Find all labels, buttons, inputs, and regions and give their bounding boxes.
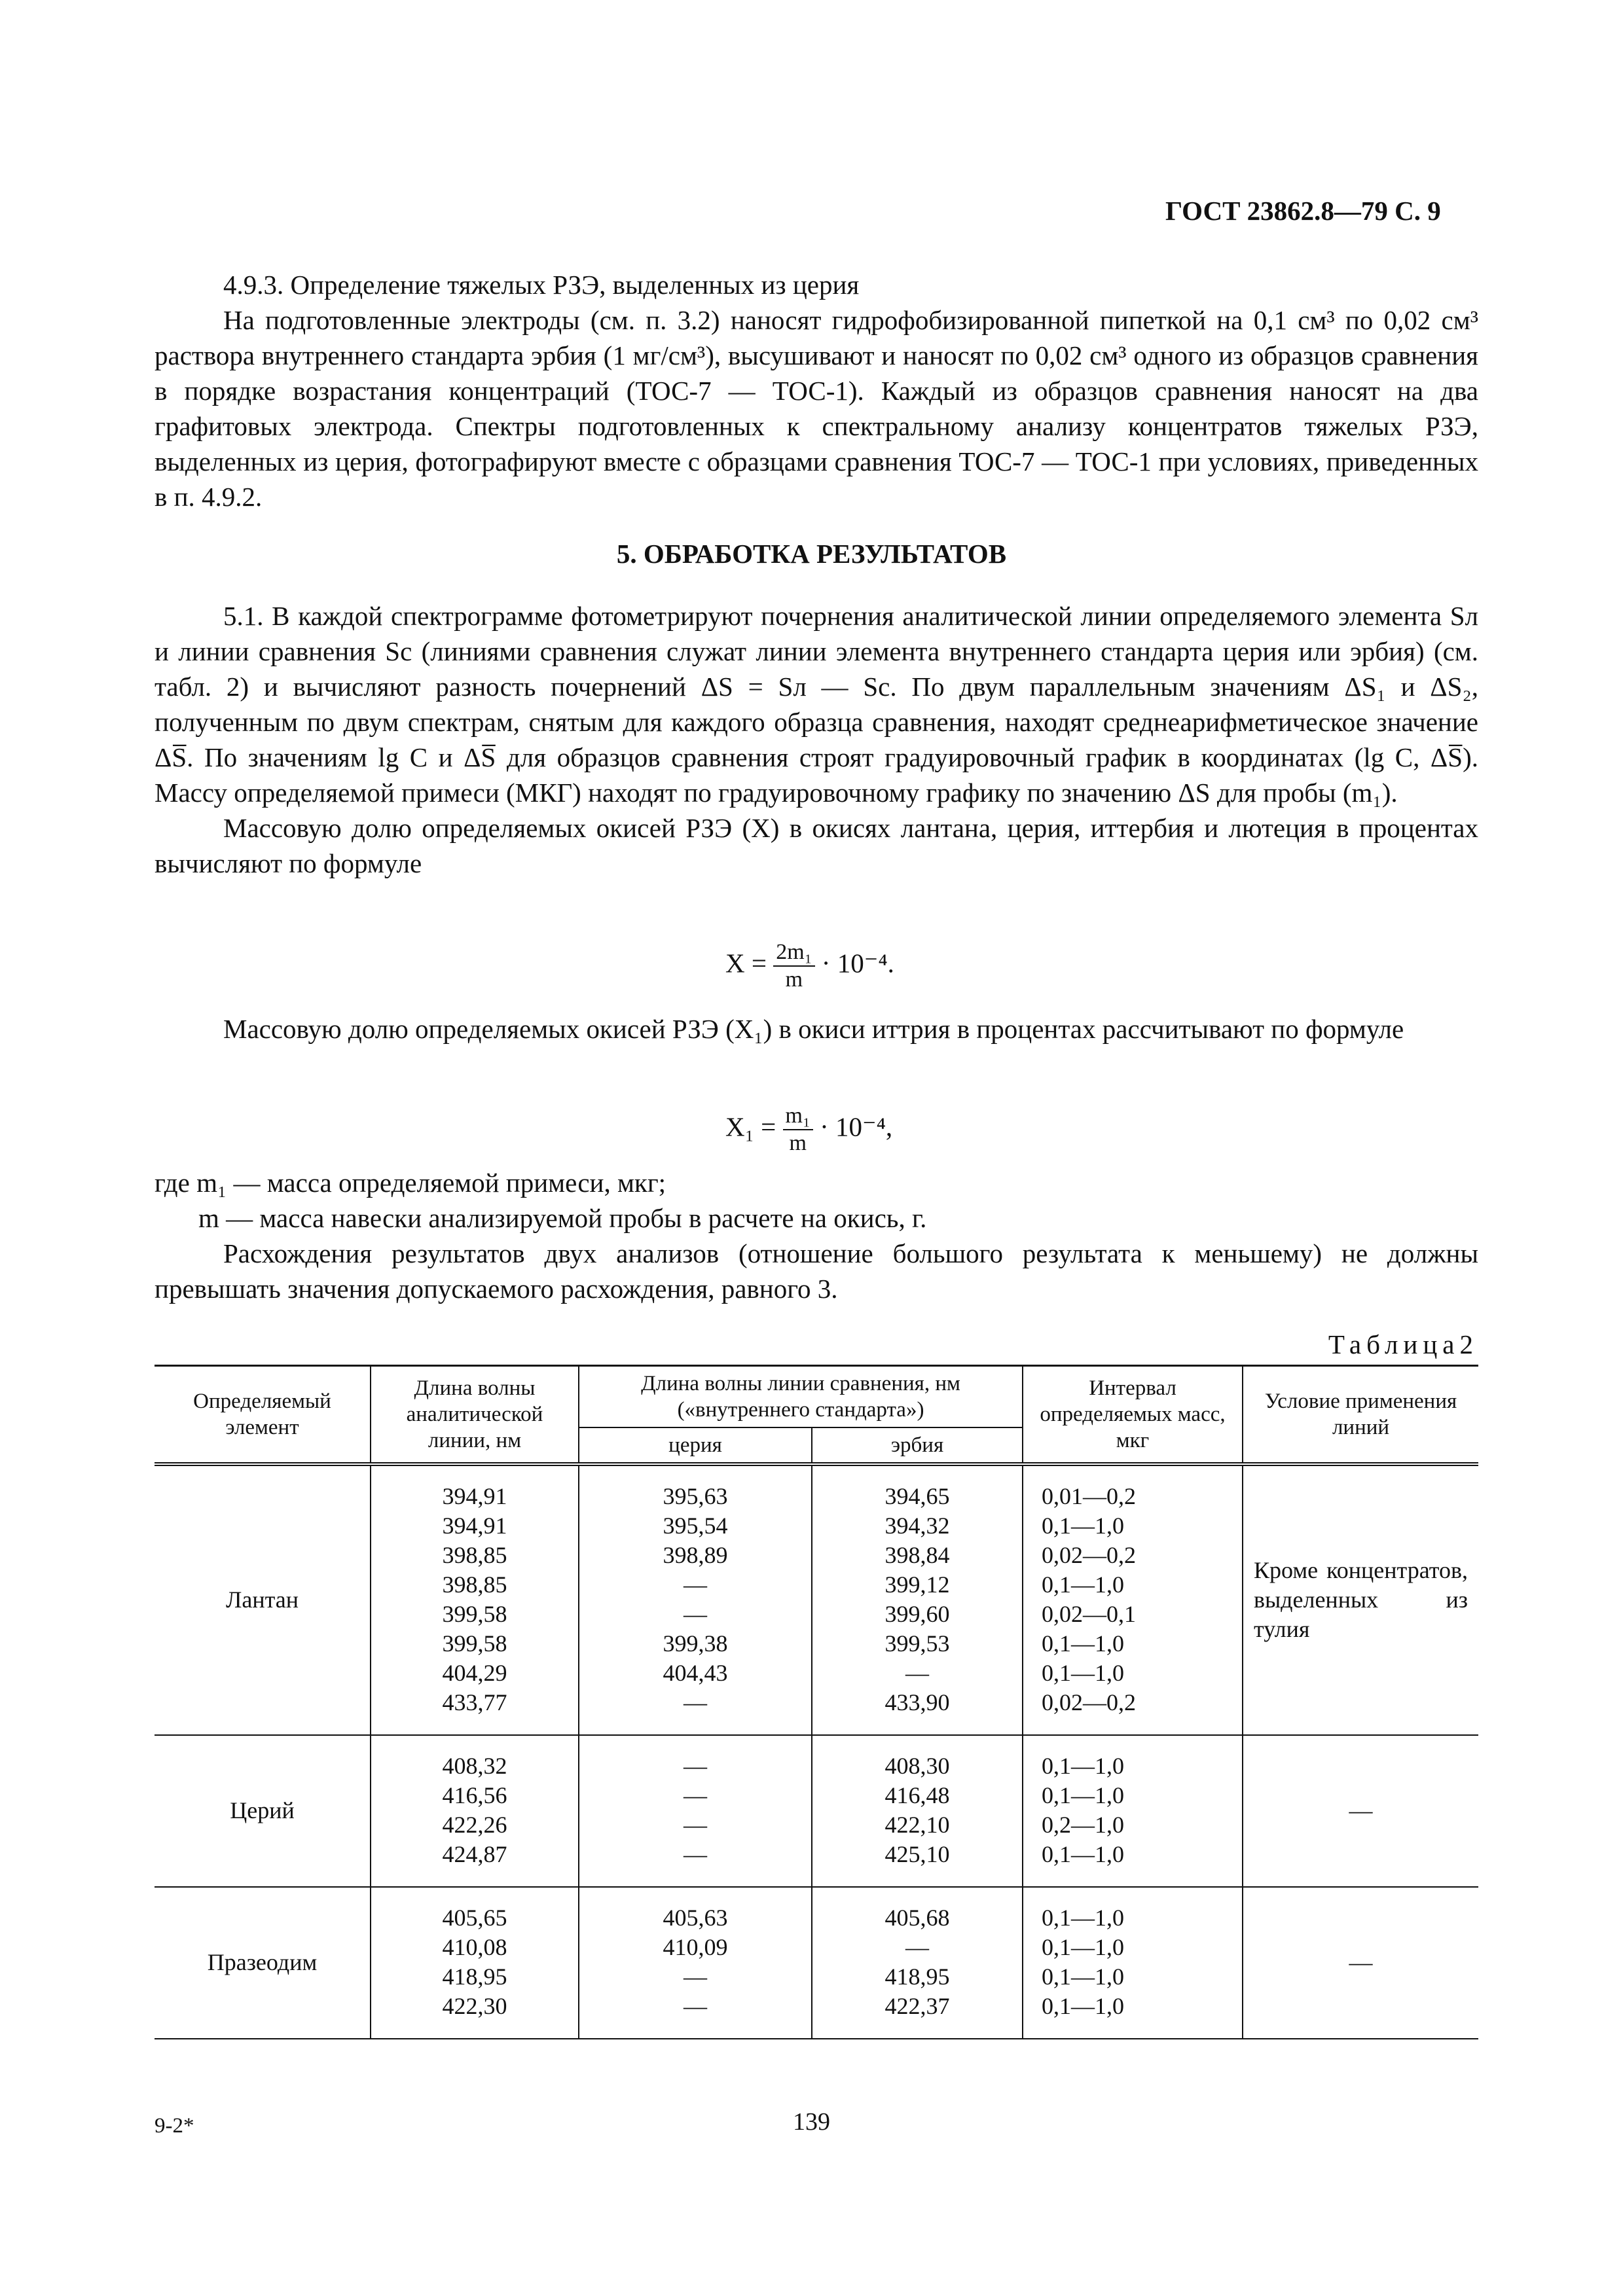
value: 0,1—1,0 [1042, 1993, 1124, 2019]
value: 0,1—1,0 [1042, 1934, 1124, 1960]
table-row-praseodymium [155, 1887, 1478, 2039]
value: 0,1—1,0 [1042, 1753, 1124, 1779]
value: 0,1—1,0 [1042, 1513, 1124, 1539]
value: 398,84 [884, 1542, 950, 1568]
table-row-lanthanum [155, 1464, 1478, 1735]
value: 422,37 [884, 1993, 950, 2019]
value: 424,87 [442, 1841, 507, 1867]
sheet-mark: 9-2* [155, 2114, 194, 2138]
cell-condition: — [1243, 1735, 1478, 1887]
section-5-text [155, 598, 1478, 881]
value: 408,32 [442, 1753, 507, 1779]
th-interval: Интервал определяемых масс, мкг [1023, 1366, 1243, 1465]
value: — [905, 1660, 929, 1686]
value: 399,12 [884, 1571, 950, 1598]
where-m1: где m₁ — масса определяемой примеси, мкг; [155, 1168, 666, 1198]
value: 0,1—1,0 [1042, 1571, 1124, 1598]
cell-cerium [579, 1464, 812, 1735]
value: 395,63 [663, 1483, 728, 1509]
cell-interval [1023, 1887, 1243, 2039]
formula-x1-numerator: m₁ [783, 1103, 813, 1130]
cell-erbium [812, 1464, 1023, 1735]
cell-interval [1023, 1735, 1243, 1887]
value: 418,95 [884, 1964, 950, 1990]
value: 394,65 [884, 1483, 950, 1509]
value: 404,43 [663, 1660, 728, 1686]
value: 405,65 [442, 1905, 507, 1931]
page-number: 139 [793, 2108, 830, 2136]
th-erbium: эрбия [812, 1427, 1023, 1464]
value: 416,56 [442, 1782, 507, 1808]
value: 399,38 [663, 1630, 728, 1657]
formula-x1-denominator: m [789, 1131, 807, 1155]
value: 422,10 [884, 1812, 950, 1838]
value: 422,26 [442, 1812, 507, 1838]
cell-analytic [371, 1887, 579, 2039]
formula-x-numerator: 2m₁ [773, 939, 814, 967]
value: 0,1—1,0 [1042, 1964, 1124, 1990]
value: 422,30 [442, 1993, 507, 2019]
section-4-9-3 [155, 267, 1478, 514]
cell-element: Лантан [155, 1464, 371, 1735]
value: 398,89 [663, 1542, 728, 1568]
value: 394,91 [442, 1513, 507, 1539]
cell-analytic [371, 1735, 579, 1887]
paragraph-formula-x-intro: Массовую долю определяемых окисей РЗЭ (X) в окисях лантана, церия, иттербия и лютеция в процентах вычисляют по формуле [155, 813, 1478, 878]
value: 410,08 [442, 1934, 507, 1960]
value: 0,02—0,2 [1042, 1542, 1136, 1568]
th-cerium: церия [579, 1427, 812, 1464]
value: — [684, 1601, 707, 1627]
formula-x1 [725, 1103, 892, 1157]
value: 0,1—1,0 [1042, 1905, 1124, 1931]
paragraph-5-1: 5.1. В каждой спектрограмме фотометрируют почернения аналитической линии определяемого элемента Sл и линии сравнения Sс (линиями сравнения служат линии элемента внутреннего стандарта церия или эрбия) (см. табл. 2) и вычисляют разность почернений ΔS = Sл — Sс. По двум параллельным значениям ΔS₁ и ΔS₂, полученным по двум спектрам, снятым для каждого образца сравнения, находят среднеарифметическое значение ΔS̅. По значениям lg C и ΔS̅ для образцов сравнения строят градуировочный график в координатах (lg C, ΔS̅). Массу определяемой примеси (МКГ) находят по градуировочному графику по значению ΔS для пробы (m₁). [155, 601, 1478, 808]
condition-note: Кроме концентратов, выделенных из тулия [1254, 1556, 1468, 1642]
section-4-9-3-title: 4.9.3. Определение тяжелых РЗЭ, выделенных из церия [223, 270, 860, 300]
value: 418,95 [442, 1964, 507, 1990]
formula-x-fraction [773, 939, 814, 993]
th-compare: Длина волны линии сравнения, нм («внутреннего стандарта») [579, 1366, 1023, 1428]
value: 0,1—1,0 [1042, 1782, 1124, 1808]
value: 404,29 [442, 1660, 507, 1686]
paragraph-divergence: Расхождения результатов двух анализов (отношение большого результата к меньшему) не должны превышать значения допускаемого расхождения, равного 3. [155, 1238, 1478, 1304]
value: — [684, 1812, 707, 1838]
value: 0,1—1,0 [1042, 1660, 1124, 1686]
value: 433,90 [884, 1689, 950, 1715]
cell-condition: — [1243, 1887, 1478, 2039]
value: 0,02—0,1 [1042, 1601, 1136, 1627]
formula-x1-fraction [783, 1103, 813, 1157]
value: 0,1—1,0 [1042, 1841, 1124, 1867]
value: — [684, 1964, 707, 1990]
th-element: Определяемый элемент [155, 1366, 371, 1465]
value: 405,63 [663, 1905, 728, 1931]
paragraph-formula-x1-intro: Массовую долю определяемых окисей РЗЭ (X₁) в окиси иттрия в процентах рассчитывают по формуле [223, 1014, 1404, 1044]
section-4-9-3-body: На подготовленные электроды (см. п. 3.2) наносят гидрофобизированной пипеткой на 0,1 см³ по 0,02 см³ раствора внутреннего стандарта эрбия (1 мг/см³), высушивают и наносят по 0,02 см³ одного из образцов сравнения в порядке возрастания концентраций (ТОС-7 — ТОС-1). Каждый из образцов сравнения наносят на два графитовых электрода. Спектры подготовленных к спектральному анализу концентратов тяжелых РЗЭ, выделенных из церия, фотографируют вместе с образцами сравнения ТОС-7 — ТОС-1 при условиях, приведенных в п. 4.9.2. [155, 305, 1478, 512]
value: 398,85 [442, 1542, 507, 1568]
value: 394,91 [442, 1483, 507, 1509]
table-row-cerium [155, 1735, 1478, 1887]
value: 405,68 [884, 1905, 950, 1931]
cell-element: Церий [155, 1735, 371, 1887]
document-header: ГОСТ 23862.8—79 С. 9 [1165, 196, 1441, 226]
th-analytic: Длина волны аналитической линии, нм [371, 1366, 579, 1465]
value: 425,10 [884, 1841, 950, 1867]
formula-x1-rhs: · 10⁻⁴, [820, 1111, 893, 1142]
value: 399,58 [442, 1630, 507, 1657]
value: 0,01—0,2 [1042, 1483, 1136, 1509]
value: 399,58 [442, 1601, 507, 1627]
cell-interval [1023, 1464, 1243, 1735]
value: 399,53 [884, 1630, 950, 1657]
value: 416,48 [884, 1782, 950, 1808]
value: 433,77 [442, 1689, 507, 1715]
value: 395,54 [663, 1513, 728, 1539]
value: 399,60 [884, 1601, 950, 1627]
paragraph-formula-x1-intro-wrap [155, 1011, 1478, 1047]
formula-x-lhs: X = [725, 948, 767, 978]
value: 394,32 [884, 1513, 950, 1539]
formula-x-denominator: m [785, 967, 803, 992]
paragraph-divergence-wrap [155, 1236, 1478, 1306]
cell-element: Празеодим [155, 1887, 371, 2039]
value: 0,2—1,0 [1042, 1812, 1124, 1838]
cell-condition [1243, 1464, 1478, 1735]
cell-erbium [812, 1735, 1023, 1887]
value: 0,02—0,2 [1042, 1689, 1136, 1715]
value: 410,09 [663, 1934, 728, 1960]
th-condition: Условие применения линий [1243, 1366, 1478, 1465]
cell-analytic [371, 1464, 579, 1735]
value: — [684, 1841, 707, 1867]
value: 398,85 [442, 1571, 507, 1598]
where-m: m — масса навески анализируемой пробы в расчете на окись, г. [198, 1203, 927, 1233]
value: 408,30 [884, 1753, 950, 1779]
value: — [684, 1689, 707, 1715]
cell-cerium [579, 1735, 812, 1887]
cell-erbium [812, 1887, 1023, 2039]
value: — [684, 1571, 707, 1598]
value: 0,1—1,0 [1042, 1630, 1124, 1657]
value: — [684, 1782, 707, 1808]
section-5-title: 5. ОБРАБОТКА РЕЗУЛЬТАТОВ [616, 539, 1007, 569]
table-2 [155, 1365, 1478, 2039]
formula-x-rhs: · 10⁻⁴. [821, 948, 894, 978]
formula-x [725, 939, 894, 993]
value: — [684, 1753, 707, 1779]
value: — [905, 1934, 929, 1960]
cell-cerium [579, 1887, 812, 2039]
table-caption: Таблица2 [1328, 1329, 1478, 1359]
value: — [684, 1993, 707, 2019]
formula-x1-lhs: X₁ = [725, 1111, 776, 1142]
